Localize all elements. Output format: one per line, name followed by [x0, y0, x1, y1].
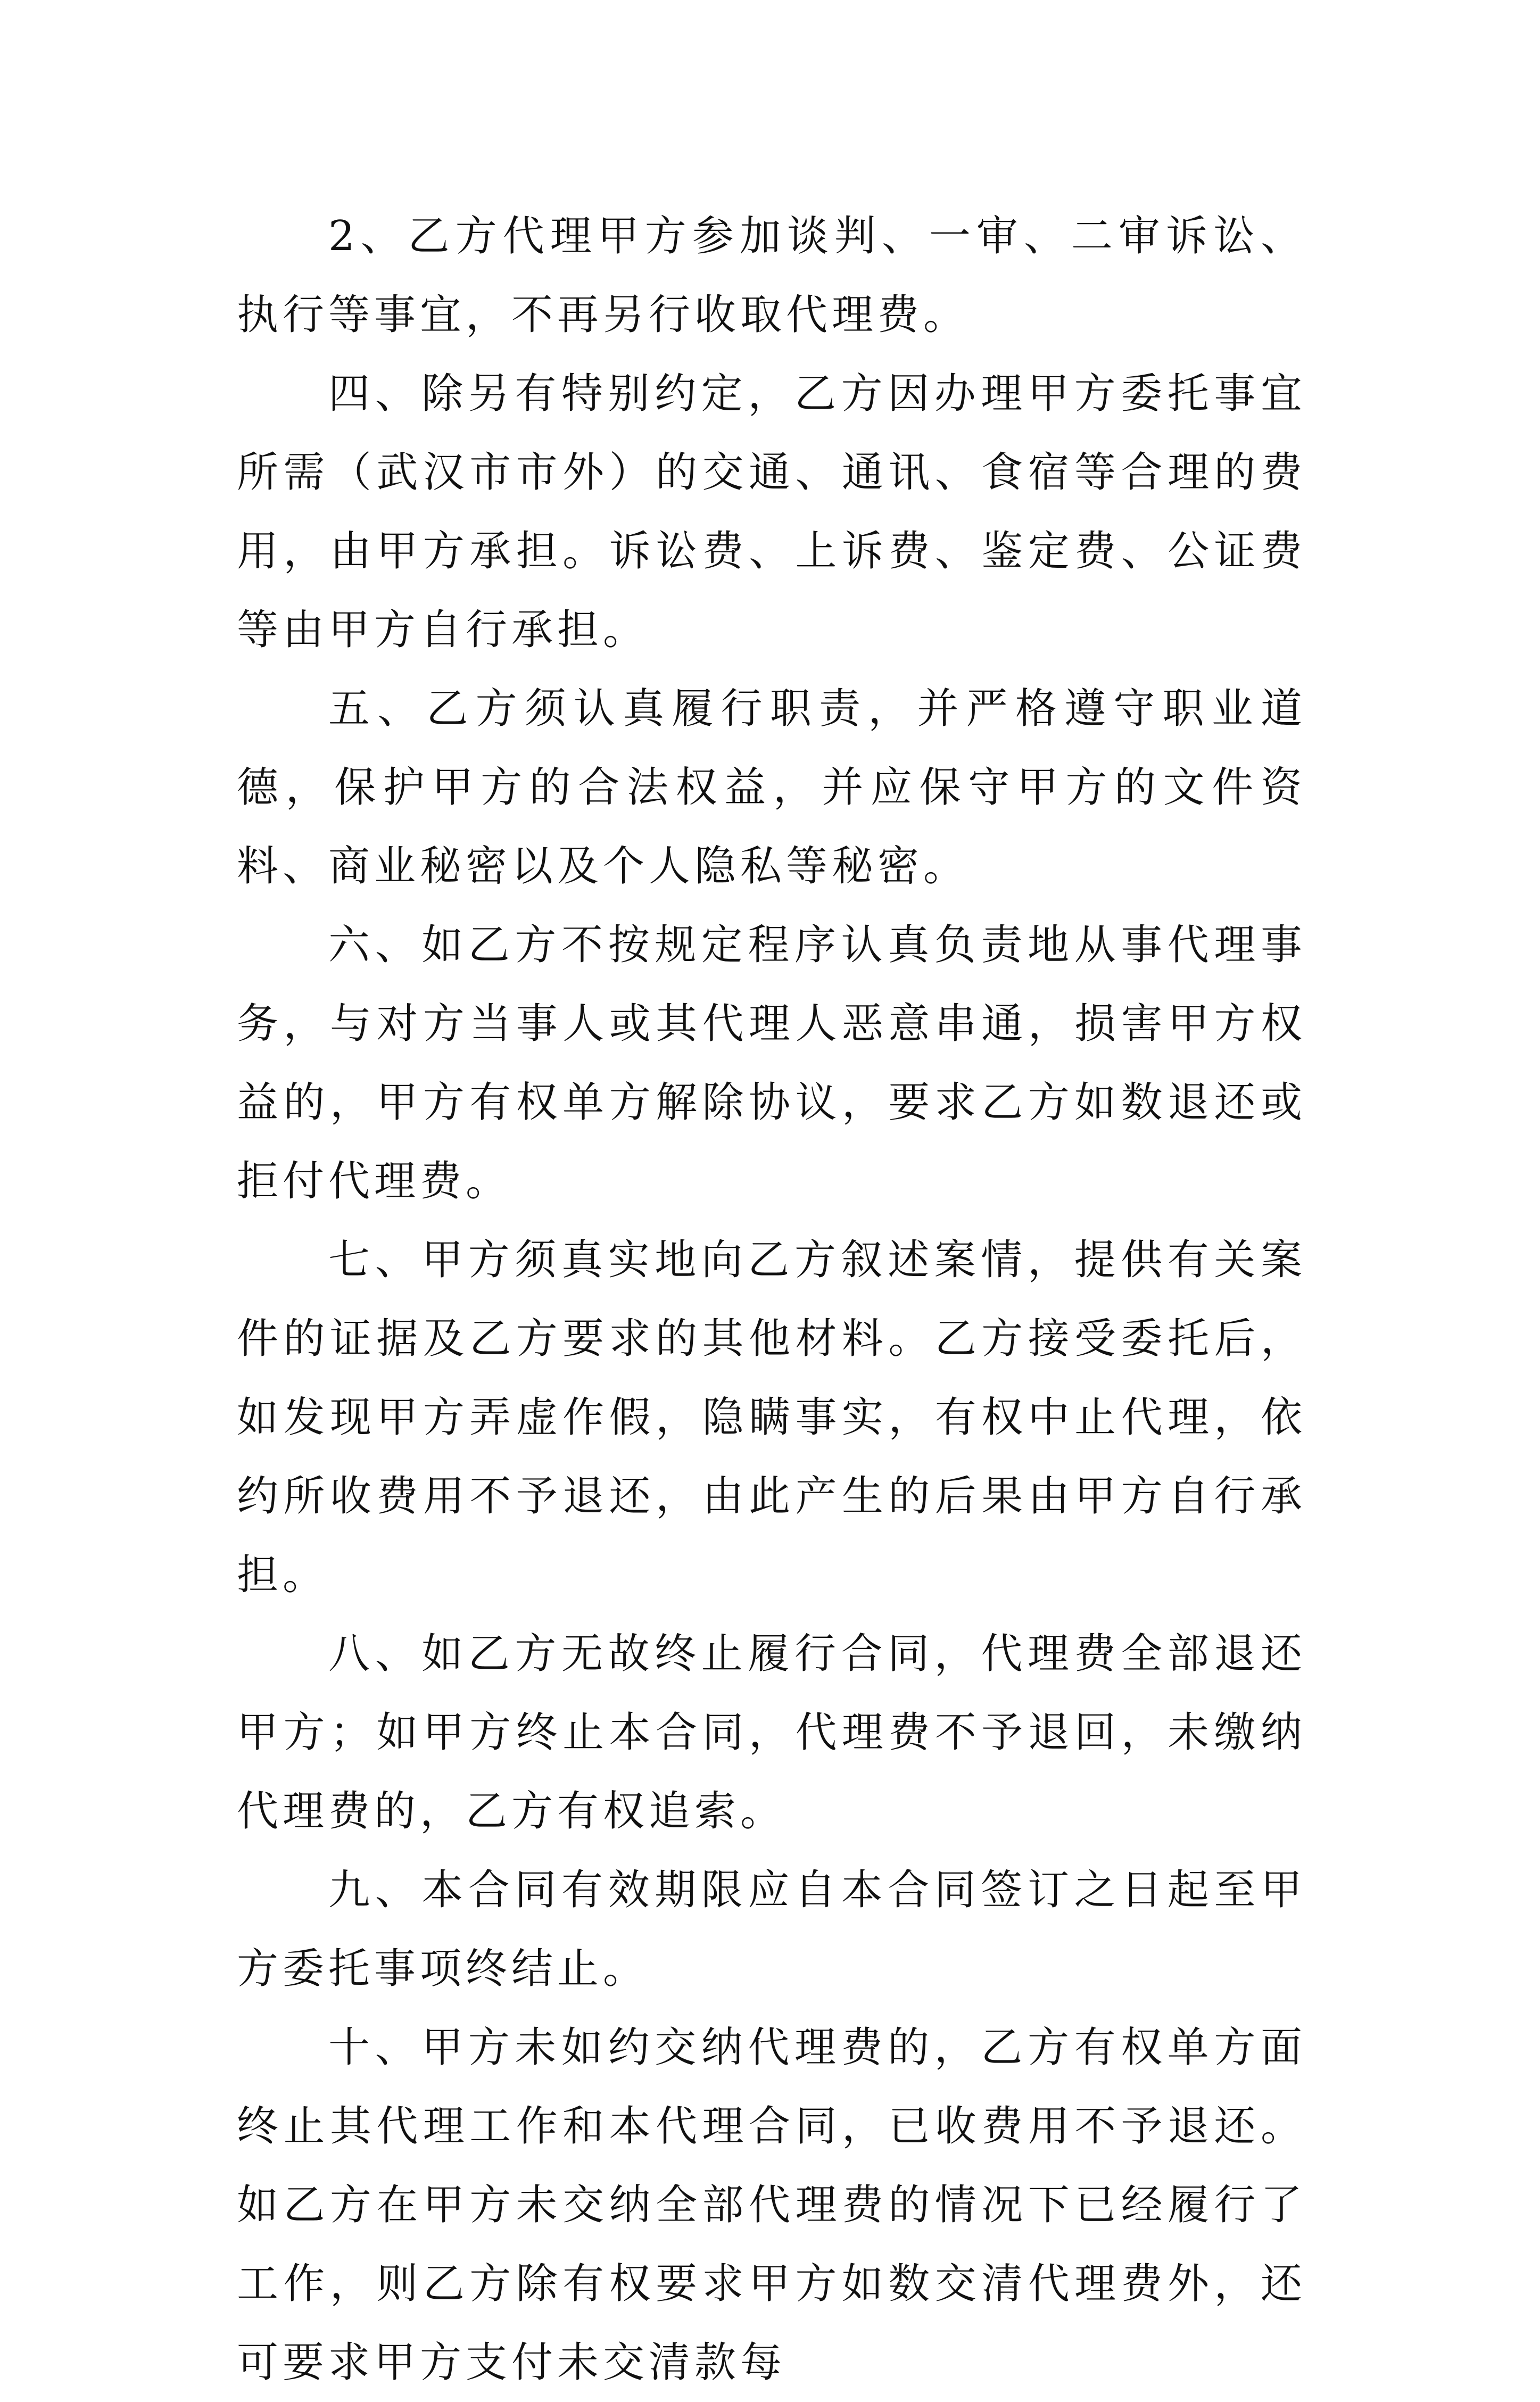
- paragraph-clause-9: 九、本合同有效期限应自本合同签订之日起至甲方委托事项终结止。: [237, 1866, 1306, 1993]
- paragraph-clause-4: 四、除另有特别约定，乙方因办理甲方委托事宜所需（武汉市市外）的交通、通讯、食宿等合理的费用，由甲方承担。诉讼费、上诉费、鉴定费、公证费等由甲方自行承担。: [237, 370, 1306, 654]
- document-body: [237, 197, 1306, 2402]
- paragraph-clause-7: 七、甲方须真实地向乙方叙述案情，提供有关案件的证据及乙方要求的其他材料。乙方接受委托后，如发现甲方弄虚作假，隐瞒事实，有权中止代理，依约所收费用不予退还，由此产生的后果由甲方自行承担。: [237, 1236, 1306, 1599]
- paragraph-clause-6: 六、如乙方不按规定程序认真负责地从事代理事务，与对方当事人或其代理人恶意串通，损害甲方权益的，甲方有权单方解除协议，要求乙方如数退还或拒付代理费。: [237, 921, 1306, 1205]
- paragraph-clause-10: 十、甲方未如约交纳代理费的，乙方有权单方面终止其代理工作和本代理合同，已收费用不予退还。如乙方在甲方未交纳全部代理费的情况下已经履行了工作，则乙方除有权要求甲方如数交清代理费外，还可要求甲方支付未交清款每: [237, 2024, 1306, 2387]
- paragraph-clause-5: 五、乙方须认真履行职责，并严格遵守职业道德，保护甲方的合法权益，并应保守甲方的文件资料、商业秘密以及个人隐私等秘密。: [237, 685, 1306, 890]
- paragraph-clause-8: 八、如乙方无故终止履行合同，代理费全部退还甲方；如甲方终止本合同，代理费不予退回，未缴纳代理费的，乙方有权追索。: [237, 1630, 1306, 1835]
- paragraph-clause-2: 2、乙方代理甲方参加谈判、一审、二审诉讼、执行等事宜，不再另行收取代理费。: [237, 212, 1306, 339]
